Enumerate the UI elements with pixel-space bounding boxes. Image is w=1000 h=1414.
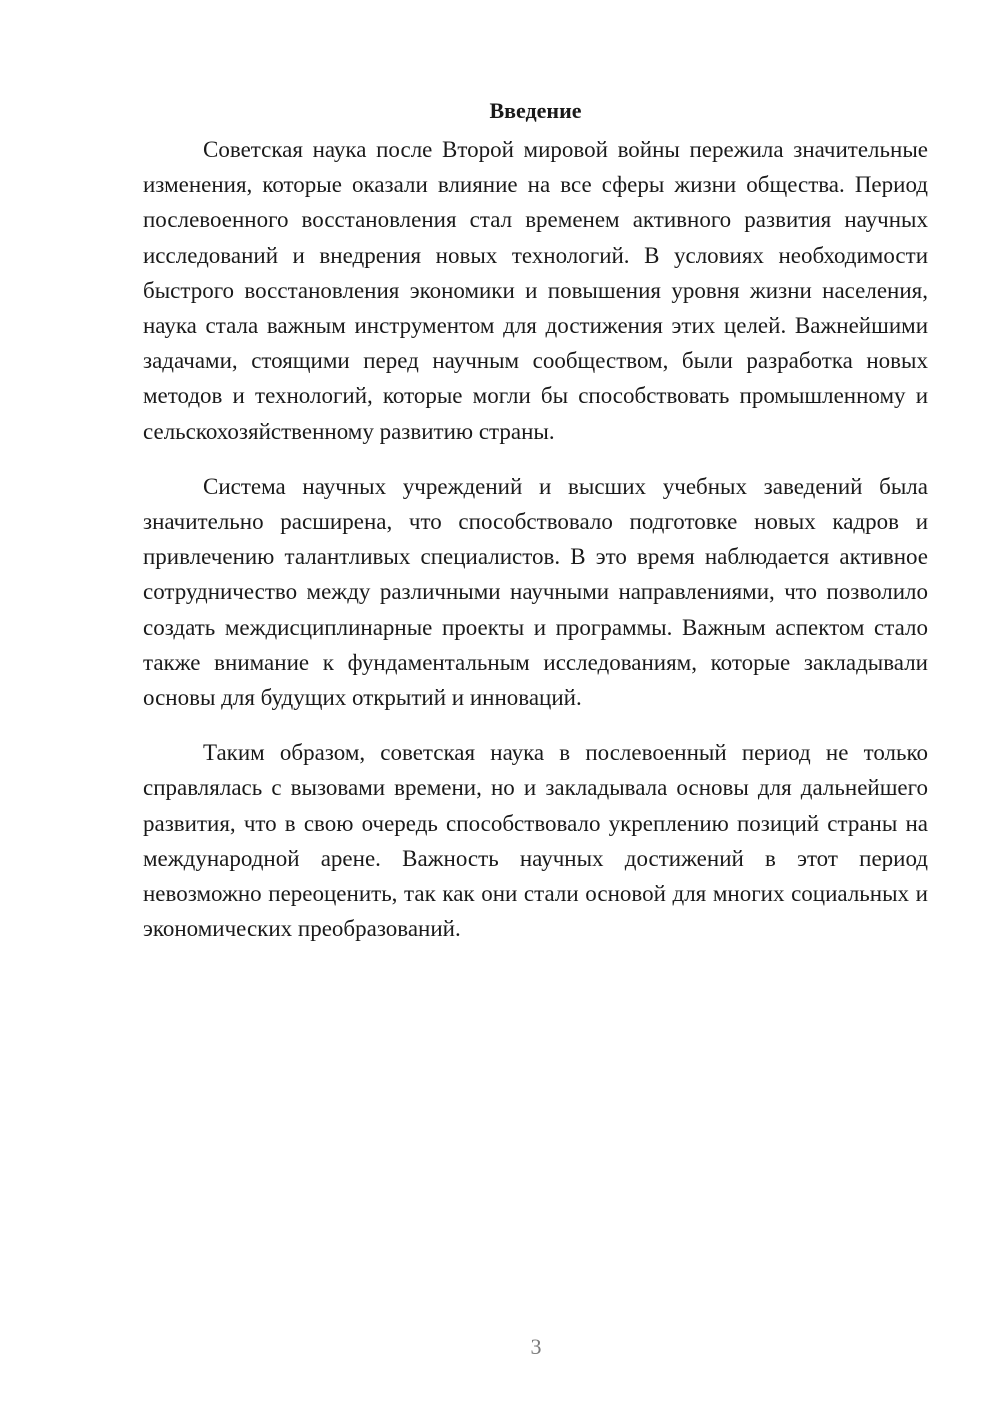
paragraph-2: Система научных учреждений и высших учебных заведений была значительно расширена, что способствовало подготовке новых кадров и привлечению талантливых специалистов. В это время наблюдается активное сотрудничество между различными научными направлениями, что позволило создать междисциплинарные проекты и программы. Важным аспектом стало также внимание к фундаментальным исследованиям, которые закладывали основы для будущих открытий и инноваций. xyxy=(143,473,928,711)
page-number: 3 xyxy=(530,1334,542,1359)
paragraph-1: Советская наука после Второй мировой войны пережила значительные изменения, которые оказали влияние на все сферы жизни общества. Период послевоенного восстановления стал временем активного развития научных исследований и внедрения новых технологий. В условиях необходимости быстрого восстановления экономики и повышения уровня жизни населения, наука стала важным инструментом для достижения этих целей. Важнейшими задачами, стоящими перед научным сообществом, были разработка новых методов и технологий, которые могли бы способствовать промышленному и сельскохозяйственному развитию страны. xyxy=(143,137,928,444)
paragraph-3: Таким образом, советская наука в послевоенный период не только справлялась с вызовами времени, но и закладывала основы для дальнейшего развития, что в свою очередь способствовало укреплению позиций страны на международной арене. Важность научных достижений в этот период невозможно переоценить, так как они стали основой для многих социальных и экономических преобразований. xyxy=(143,740,928,942)
document-body xyxy=(143,96,928,966)
section-title: Введение xyxy=(489,98,582,123)
